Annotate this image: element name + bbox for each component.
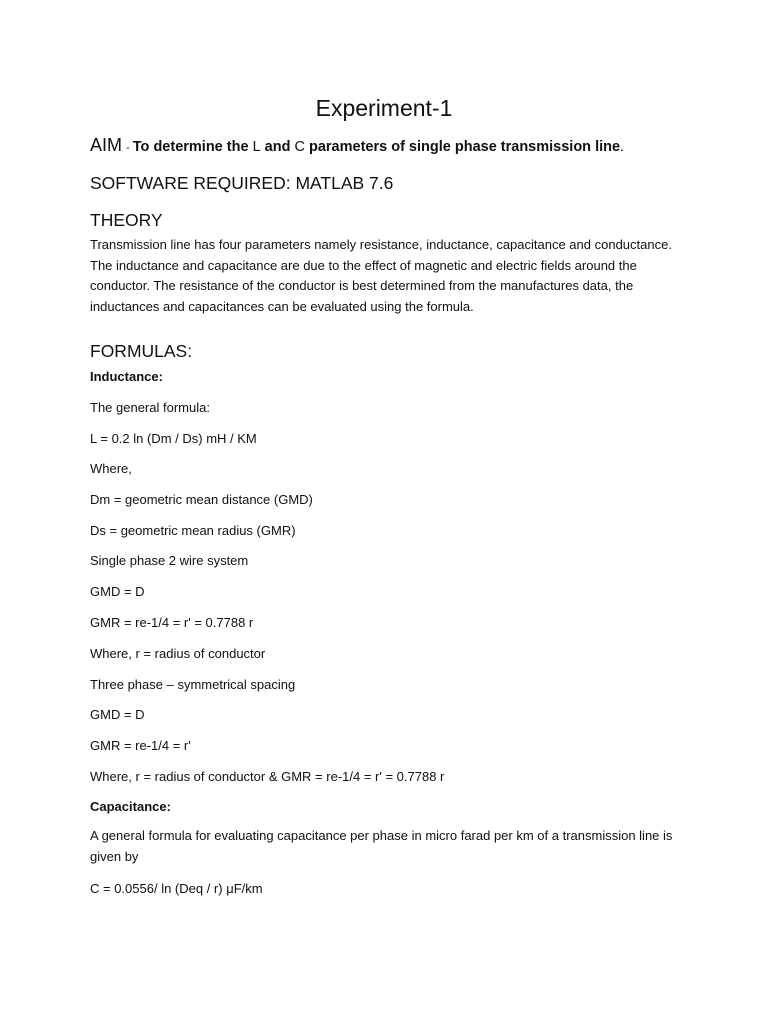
gmr-three-phase: GMR = re-1/4 = r' [90,738,191,753]
formulas-heading: FORMULAS: [90,341,193,361]
gmr-single-phase: GMR = re-1/4 = r' = 0.7788 r [90,615,254,630]
aim-dash: - [126,142,133,154]
aim-text-1: To determine the [132,139,253,155]
capacitance-paragraph: A general formula for evaluating capacitance per phase in micro farad per km of a transmission line is given by [90,828,673,864]
single-phase-label: Single phase 2 wire system [90,553,249,568]
gmd-single-phase: GMD = D [90,584,145,599]
aim-line [90,136,624,155]
aim-text-3: parameters of single phase transmission line [304,139,621,155]
inductance-heading: Inductance: [90,369,163,384]
theory-heading: THEORY [90,210,163,230]
document-title: Experiment-1 [315,95,453,121]
inductance-formula: L = 0.2 ln (Dm / Ds) mH / KM [90,431,257,446]
aim-text-2: and [260,139,295,155]
gmd-three-phase: GMD = D [90,707,145,722]
software-heading: SOFTWARE REQUIRED: MATLAB 7.6 [90,173,394,193]
theory-paragraph: Transmission line has four parameters namely resistance, inductance, capacitance and conductance. The inductance and capacitance are due to the effect of magnetic and electric fields around the conductor. The resistance of the conductor is best determined from the manufactures data, the inductances and capacitances can be evaluated using the formula. [90,237,672,314]
ds-definition: Ds = geometric mean radius (GMR) [90,523,296,538]
three-phase-label: Three phase – symmetrical spacing [90,677,296,692]
aim-label: AIM [90,135,123,155]
radius-definition-2: Where, r = radius of conductor & GMR = re-1/4 = r' = 0.7788 r [90,769,445,784]
radius-definition-1: Where, r = radius of conductor [90,646,266,661]
dm-definition: Dm = geometric mean distance (GMD) [90,492,313,507]
aim-c-symbol: C [294,139,305,155]
capacitance-formula: C = 0.0556/ ln (Deq / r) μF/km [90,881,263,896]
inductance-general-label: The general formula: [90,400,210,415]
where-label: Where, [90,461,132,476]
aim-l-symbol: L [252,139,261,155]
aim-period: . [620,139,625,155]
capacitance-heading: Capacitance: [90,799,171,814]
